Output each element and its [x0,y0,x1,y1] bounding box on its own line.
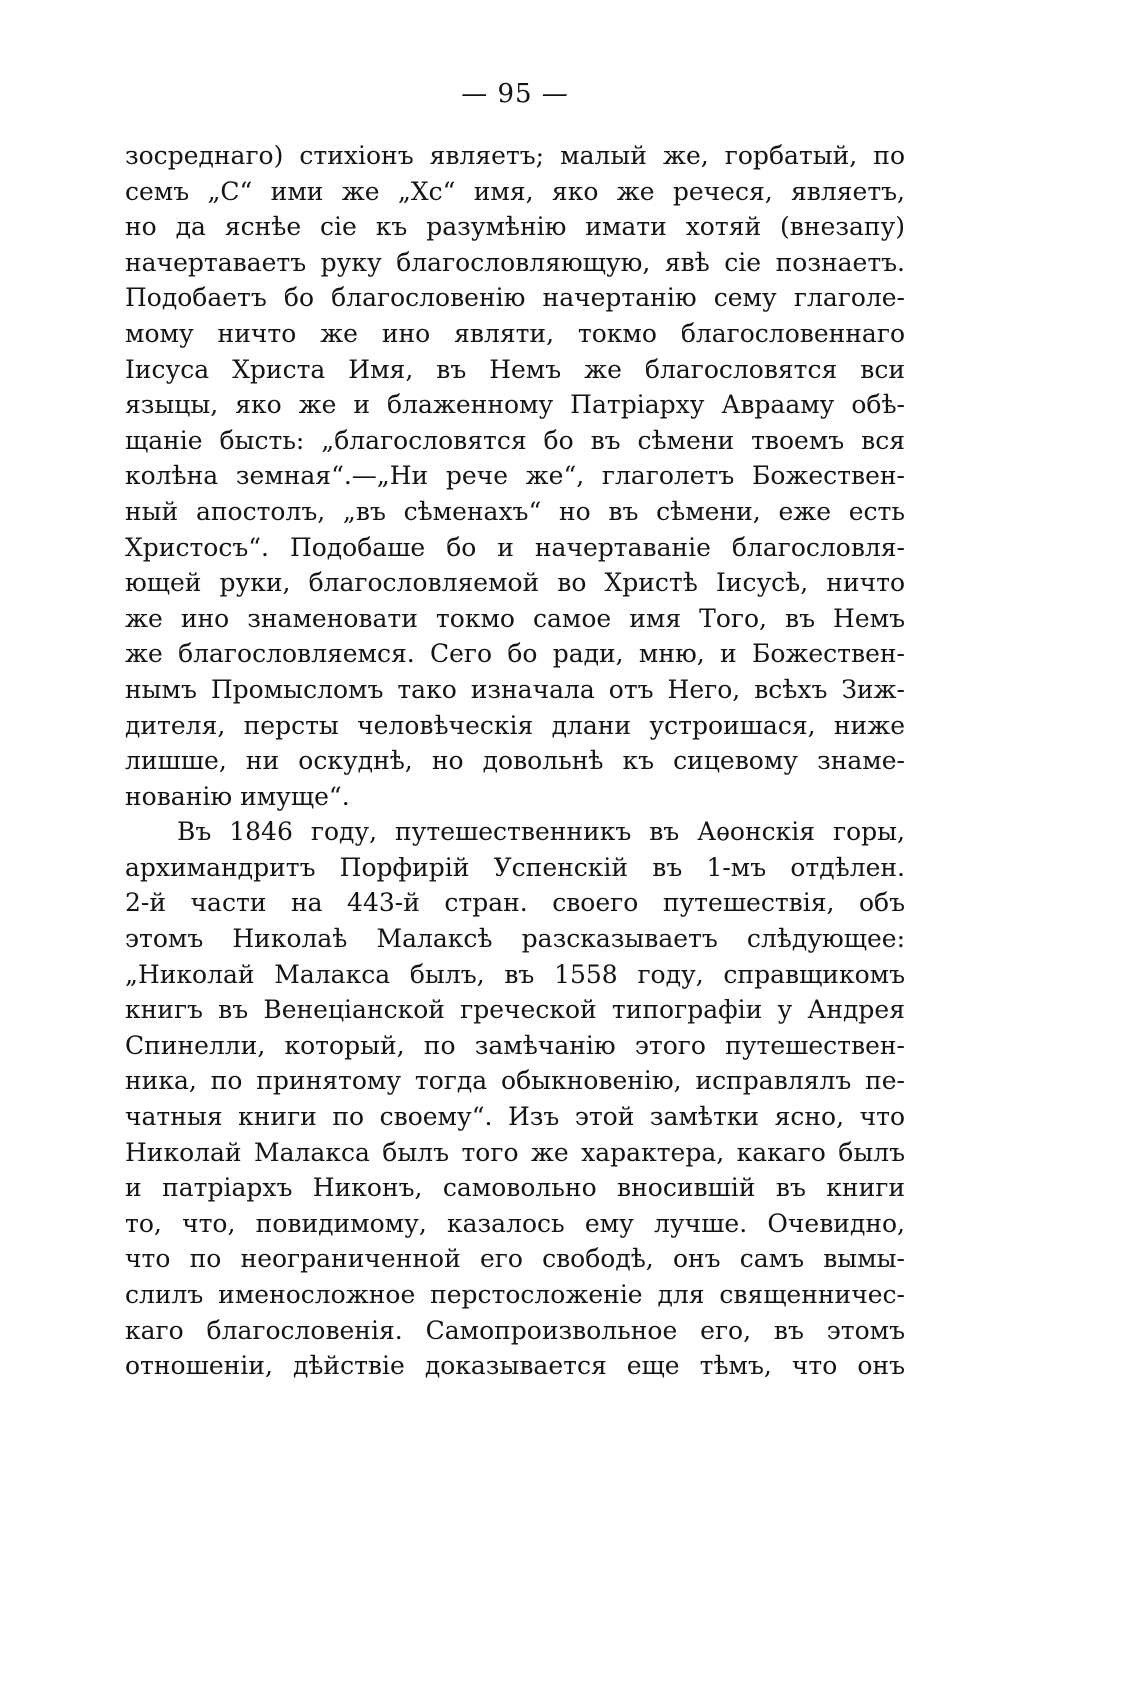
text-line: что по неограниченной его свободѣ, онъ самъ вымы- [125,1244,905,1274]
text-line: лишше, ни оскуднѣ, но довольнѣ къ сицевому знаме- [125,746,905,776]
text-line: Христосъ“. Подобаше бо и начертаваніе благословля- [125,532,905,562]
text-line: начертаваетъ руку благословляющую, явѣ сіе познаетъ. [125,247,905,277]
text-line: этомъ Николаѣ Малаксѣ разсказываетъ слѣдующее: [125,924,905,954]
text-line: то, что, повидимому, казалось ему лучше. Очевидно, [125,1208,905,1238]
page-body [125,138,905,1384]
paragraph-end-line: нованію имуще“. [125,781,350,811]
text-line: зосреднаго) стихіонъ являетъ; малый же, горбатый, по [125,141,905,170]
text-line: Іисуса Христа Имя, въ Немъ же благословятся вси [125,354,905,384]
text-line: Николай Малакса былъ того же характера, какаго былъ [125,1137,905,1167]
text-line: „Николай Малакса былъ, въ 1558 году, справщикомъ [125,959,905,989]
text-line: но да яснѣе сіе къ разумѣнію имати хотяй (внезапу) [125,212,905,242]
paragraph-start-line: Въ 1846 году, путешественникъ въ Аѳонскія горы, [177,817,905,847]
page-number: — 95 — [461,79,569,109]
text-line: Подобаетъ бо благословенію начертанію сему глаголе- [125,283,905,313]
text-line: языцы, яко же и блаженному Патріарху Аврааму обѣ- [125,390,905,420]
text-line: каго благословенія. Самопроизвольное его, въ этомъ [125,1315,905,1345]
text-line: же благословляемся. Сего бо ради, мню, и Божествен- [125,639,905,669]
text-line: и патріархъ Никонъ, самовольно вносившій въ книги [125,1173,905,1203]
text-line: книгъ въ Венеціанской греческой типографіи у Андрея [125,995,905,1025]
text-line: ный апостолъ, „въ сѣменахъ“ но въ сѣмени, еже есть [125,496,905,526]
text-line: 2-й части на 443-й стран. своего путешествія, объ [125,888,905,918]
text-line: ющей руки, благословляемой во Христѣ Іисусѣ, ничто [125,568,905,598]
text-line: Спинелли, который, по замѣчанію этого путешествен- [125,1030,905,1060]
text-line: щаніе бысть: „благословятся бо въ сѣмени твоемъ вся [125,425,905,455]
text-line: колѣна земная“.—„Ни рече же“, глаголетъ Божествен- [125,461,905,491]
text-line: ника, по принятому тогда обыкновенію, исправлялъ пе- [125,1066,905,1096]
text-line: дителя, персты человѣческія длани устроишася, ниже [125,710,905,740]
text-line: чатныя книги по своему“. Изъ этой замѣтки ясно, что [125,1102,905,1132]
text-line: слилъ именосложное перстосложеніе для священничес- [125,1280,905,1309]
text-line: нымъ Промысломъ тако изначала отъ Него, всѣхъ Зиж- [125,674,905,704]
text-line: отношеніи, дѣйствіе доказывается еще тѣмъ, что онъ [125,1351,905,1381]
text-line: мому ничто же ино являти, токмо благословеннаго [125,318,905,348]
text-line: же ино знаменовати токмо самое имя Того, въ Немъ [125,603,905,633]
text-line: семъ „С“ ими же „Хс“ имя, яко же речеся, являетъ, [125,176,905,206]
text-line: архимандритъ Порфирій Успенскій въ 1-мъ отдѣлен. [125,852,905,882]
